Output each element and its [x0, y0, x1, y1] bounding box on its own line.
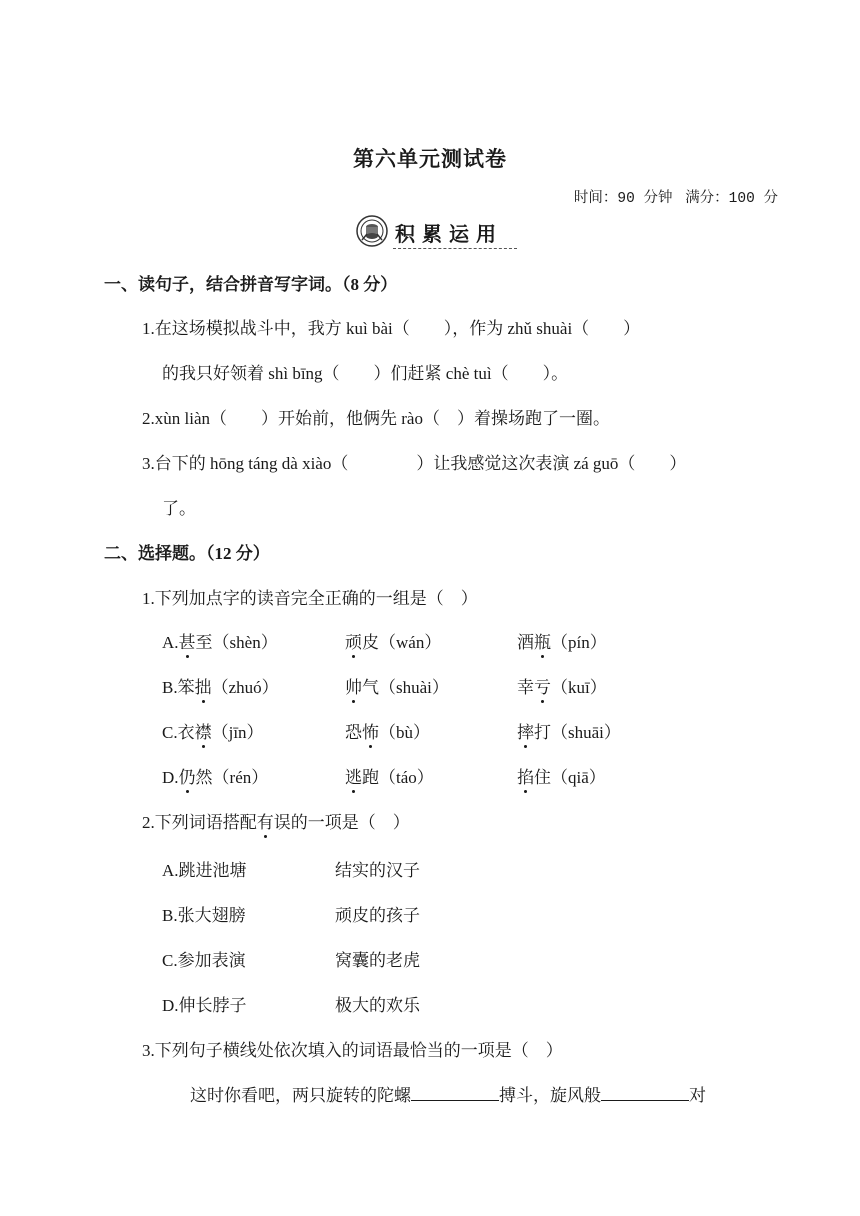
q1-option-c-col3: 摔打（shuāi） [517, 718, 621, 743]
q1-option-a-col3: 酒瓶（pín） [517, 628, 607, 653]
q2-option-a-col2: 结实的汉子 [335, 861, 420, 880]
q2-option-a: A.跳进池塘 [162, 861, 247, 880]
q2-option-c-col2: 窝囊的老虎 [335, 951, 420, 970]
banner-underline [393, 248, 517, 249]
q2-option-d-col2: 极大的欢乐 [335, 996, 420, 1015]
q1-option-c: C.衣襟（jīn） [162, 718, 264, 743]
s2-q1-stem: 1.下列加点字的读音完全正确的一组是（ ） [142, 589, 478, 608]
fill-blank-2[interactable] [601, 1086, 689, 1101]
q2-option-b-col2: 顽皮的孩子 [335, 906, 420, 925]
q2-option-d: D.伸长脖子 [162, 996, 247, 1015]
page-title: 第六单元测试卷 [353, 147, 507, 171]
q1-option-a: A.甚至（shèn） [162, 628, 278, 653]
banner-title: 积累运用 [395, 224, 503, 246]
drum-icon [355, 214, 391, 248]
s2-q3-stem: 3.下列句子横线处依次填入的词语最恰当的一项是（ ） [142, 1041, 563, 1060]
s2-q2-stem: 2.下列词语搭配有误的一项是（ ） [142, 808, 410, 833]
q1-option-c-col2: 恐怖（bù） [345, 718, 430, 743]
section1-heading: 一、读句子，结合拼音写字词。（8 分） [104, 275, 398, 294]
q1-option-b-col2: 帅气（shuài） [345, 673, 449, 698]
q1-option-d: D.仍然（rén） [162, 763, 268, 788]
s1-q1-line2: 的我只好领着 shì bīng（ ）们赶紧 chè tuì（ ）。 [162, 364, 569, 383]
q1-option-d-col2: 逃跑（táo） [345, 763, 434, 788]
q2-option-b: B.张大翅膀 [162, 906, 246, 925]
q1-option-d-col3: 掐住（qiā） [517, 763, 606, 788]
section2-heading: 二、选择题。（12 分） [104, 544, 270, 563]
q1-option-a-col2: 顽皮（wán） [345, 628, 441, 653]
q1-option-b: B.笨拙（zhuó） [162, 673, 279, 698]
exam-time: 时间：90 分钟 [573, 191, 673, 207]
q3-passage: 这时你看吧，两只旋转的陀螺 搏斗，旋风般 对 [190, 1086, 706, 1105]
fill-blank-1[interactable] [411, 1086, 499, 1101]
section-banner [355, 214, 517, 250]
q1-option-b-col3: 幸亏（kuī） [517, 673, 607, 698]
s1-q1-line1: 1.在这场模拟战斗中，我方 kuì bài（ ），作为 zhǔ shuài（ ） [142, 319, 641, 338]
exam-meta [570, 186, 778, 207]
exam-score: 满分：100 分 [685, 191, 778, 207]
s1-q3-line2: 了。 [162, 499, 196, 518]
q2-option-c: C.参加表演 [162, 951, 246, 970]
s1-q3-line1: 3.台下的 hōng táng dà xiào（ ）让我感觉这次表演 zá guō（ ） [142, 454, 687, 473]
s1-q2-line1: 2.xùn liàn（ ）开始前，他俩先 rào（ ）着操场跑了一圈。 [142, 409, 610, 428]
